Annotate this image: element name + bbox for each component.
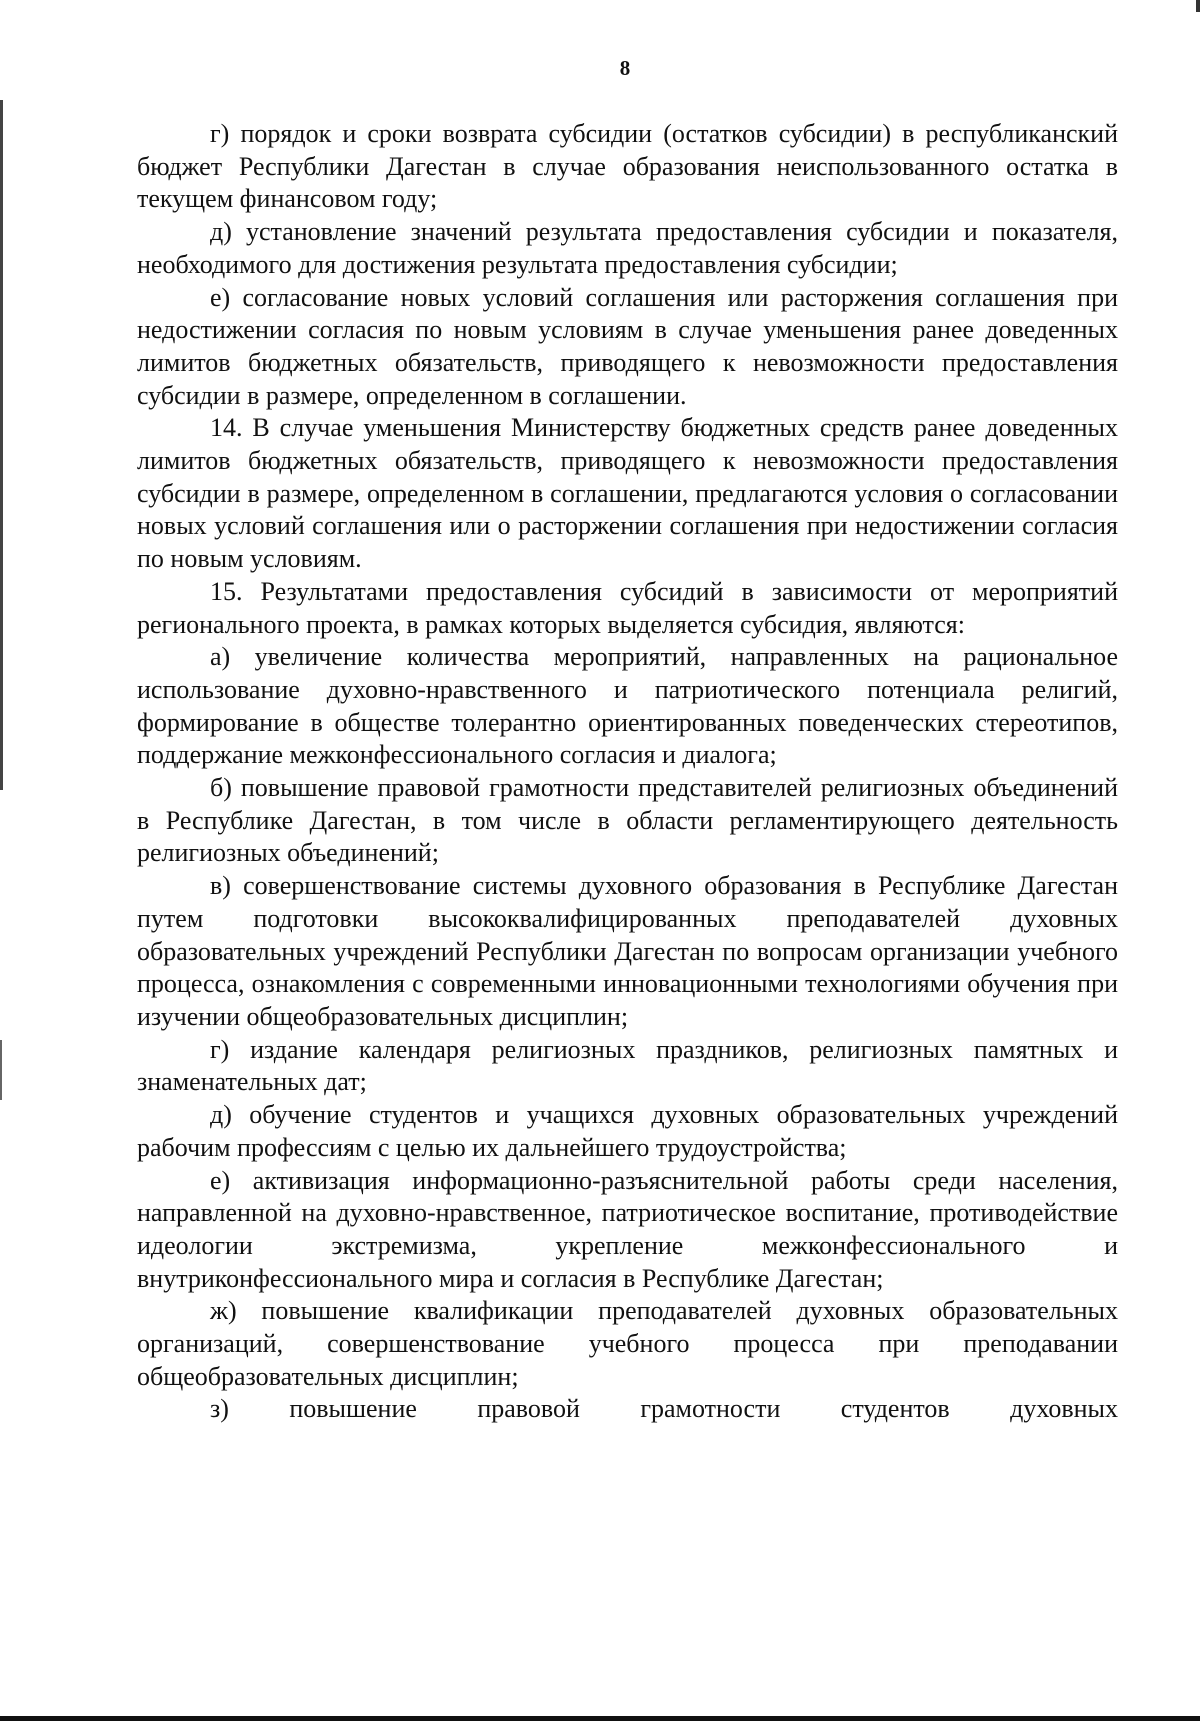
paragraph-b-legal-literacy: б) повышение правовой грамотности представителей религиозных объединений в Республике Дагестан, в том числе в области регламентирующего деятельность религиозных объединений; — [137, 773, 1118, 868]
paragraph-zh-qualification: ж) повышение квалификации преподавателей духовных образовательных организаций, совершенствование учебного процесса при преподавании общеобразовательных дисциплин; — [137, 1296, 1118, 1391]
paragraph-a-events: а) увеличение количества мероприятий, направленных на рациональное использование духовно-нравственного и патриотического потенциала религий, формирование в обществе толерантно ориентированных поведенческих стереотипов, поддержание межконфессионального согласия и диалога; — [137, 642, 1118, 770]
scan-edge-right — [1196, 0, 1200, 12]
paragraph-d-result-values: д) установление значений результата предоставления субсидии и показателя, необходимого для достижения результата предоставления субсидии; — [137, 217, 1118, 279]
paragraph-e-outreach: е) активизация информационно-разъяснительной работы среди населения, направленной на духовно-нравственное, патриотическое воспитание, противодействие идеологии экстремизма, укрепление межконфессионального и внутриконфессионального мира и согласия в Республике Дагестан; — [137, 1165, 1118, 1293]
paragraph-v-education-system: в) совершенствование системы духовного образования в Республике Дагестан путем подготовки высококвалифицированных преподавателей духовных образовательных учреждений Республики Дагестан по вопросам организации учебного процесса, ознакомления с современными инновационными технологиями обучения при изучении общеобразовательных дисциплин; — [137, 871, 1118, 1031]
document-body — [137, 118, 1118, 1426]
scan-edge-left-lower — [0, 1040, 2, 1100]
paragraph-14: 14. В случае уменьшения Министерству бюджетных средств ранее доведенных лимитов бюджетных обязательств, приводящего к невозможности предоставления субсидии в размере, определенном в соглашении, предлагаются условия о согласовании новых условий соглашения или о расторжении соглашения при недостижении согласия по новым условиям. — [137, 413, 1118, 574]
scan-edge-bottom — [0, 1716, 1200, 1721]
paragraph-z-legal-literacy-students: з) повышение правовой грамотности студентов духовных — [210, 1394, 1118, 1424]
paragraph-g-calendar: г) издание календаря религиозных праздников, религиозных памятных и знаменательных дат; — [137, 1034, 1118, 1097]
paragraph-d-training: д) обучение студентов и учащихся духовных образовательных учреждений рабочим профессиям с целью их дальнейшего трудоустройства; — [137, 1100, 1118, 1162]
page-number: 8 — [619, 56, 631, 80]
scan-edge-left — [0, 100, 3, 790]
paragraph-g-return-order: г) порядок и сроки возврата субсидии (остатков субсидии) в республиканский бюджет Республики Дагестан в случае образования неиспользованного остатка в текущем финансовом году; — [137, 119, 1118, 214]
paragraph-e-new-conditions: е) согласование новых условий соглашения или расторжения соглашения при недостижении согласия по новым условиям в случае уменьшения ранее доведенных лимитов бюджетных обязательств, приводящего к невозможности предоставления субсидии в размере, определенном в соглашении. — [137, 282, 1118, 410]
paragraph-15: 15. Результатами предоставления субсидий в зависимости от мероприятий регионального проекта, в рамках которых выделяется субсидия, являются: — [137, 576, 1118, 639]
